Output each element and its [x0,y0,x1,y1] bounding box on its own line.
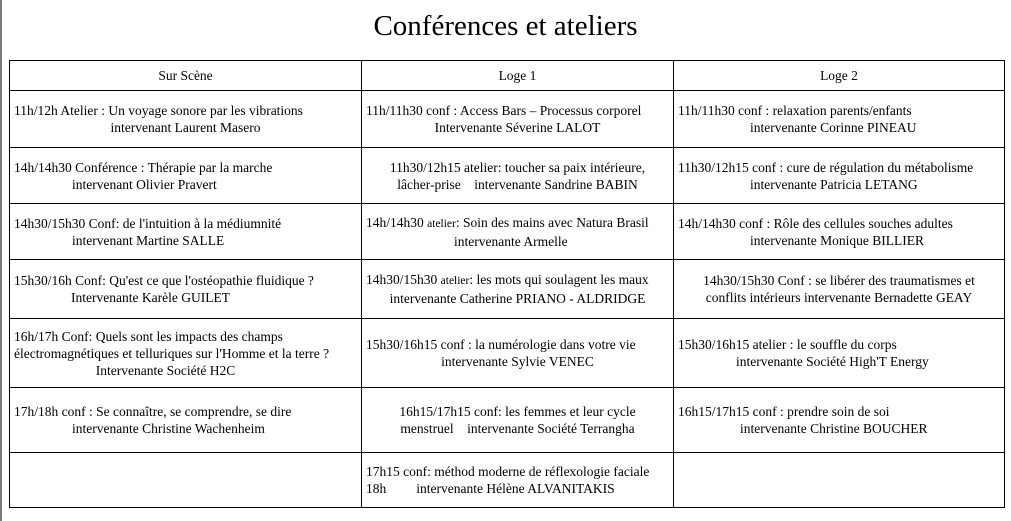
cell-line: électromagnétiques et telluriques sur l'Homme et la terre ? [14,345,330,361]
cell-text: 14h30/15h30 [366,272,441,287]
table-cell-loge-2 [674,388,1005,453]
cell-line: 15h30/16h15 atelier : le souffle du corps [678,337,897,352]
cell-line: 14h30/15h30 Conf : se libérer des traumatismes et [703,273,975,288]
cell-line: 16h/17h Conf: Quels sont les impacts des champs [14,328,283,344]
cell-line: Intervenante Société H2C [95,362,236,378]
schedule-table [9,60,1005,508]
cell-line: intervenant Martine SALLE [72,232,225,248]
cell-line: menstruel intervenante Société Terrangha [400,421,635,436]
cell-text: intervenante Hélène ALVANITAKIS [416,481,615,496]
cell-line: intervenante Monique BILLIER [750,232,924,248]
cell-line: Intervenante Séverine LALOT [434,120,601,135]
cell-line: 14h30/15h30 Conf: de l'intuition à la médiumnité [14,215,282,231]
table-cell-loge-1 [362,204,674,260]
table-cell-sur-scene [10,148,362,204]
table-row [10,319,1005,388]
cell-line: intervenante Sylvie VENEC [441,354,594,369]
cell-line: 11h30/12h15 conf : cure de régulation du métabolisme [678,159,974,175]
table-row [10,260,1005,319]
cell-line: intervenante Armelle [454,233,568,249]
table-row [10,204,1005,260]
table-cell-sur-scene [10,388,362,453]
cell-line: 14h/14h30 Conférence : Thérapie par la marche [14,159,273,175]
table-cell-loge-1 [362,260,674,319]
table-cell-loge-1 [362,453,674,508]
table-header-row [10,61,1005,91]
cell-line: 11h/11h30 conf : Access Bars – Processus corporel [366,103,642,118]
cell-line: 11h/11h30 conf : relaxation parents/enfants [678,103,912,118]
cell-line: 15h30/16h15 conf : la numérologie dans votre vie [366,337,636,352]
table-cell-loge-2-empty [674,453,1005,508]
cell-line: 16h15/17h15 conf : prendre soin de soi [678,404,890,419]
window-edge-line [0,0,2,521]
cell-text: : Soin des mains avec Natura Brasil [455,214,649,230]
table-cell-loge-2 [674,319,1005,388]
cell-line [366,271,669,290]
cell-line: 11h30/12h15 atelier: toucher sa paix intérieure, [389,159,646,175]
cell-line [366,480,669,497]
cell-text: atelier [440,275,470,287]
cell-line: 17h15 conf: méthod moderne de réflexologie faciale [366,464,650,479]
table-row [10,453,1005,508]
cell-line: 14h/14h30 conf : Rôle des cellules souches adultes [678,215,953,231]
table-cell-sur-scene [10,91,362,148]
cell-line: intervenant Olivier Pravert [72,176,217,192]
cell-line: Intervenante Karèle GUILET [71,290,230,305]
cell-line: conflits intérieurs intervenante Bernadette GEAY [705,290,973,305]
cell-line: intervenante Catherine PRIANO - ALDRIDGE [389,291,646,306]
table-cell-sur-scene [10,319,362,388]
table-row [10,148,1005,204]
cell-line [366,214,669,233]
cell-line: intervenante Société High'T Energy [736,354,929,369]
cell-line: intervenant Laurent Masero [110,120,261,135]
cell-line: 11h/12h Atelier : Un voyage sonore par les vibrations [14,103,303,118]
table-row [10,388,1005,453]
cell-line: 15h30/16h Conf: Qu'est ce que l'ostéopathie fluidique ? [14,273,314,288]
column-header-loge-2: Loge 2 [674,61,1005,91]
table-cell-loge-2 [674,91,1005,148]
cell-line: intervenante Patricia LETANG [750,176,918,192]
table-cell-loge-1 [362,319,674,388]
cell-line: lâcher-prise intervenante Sandrine BABIN [397,176,638,192]
table-cell-sur-scene [10,260,362,319]
cell-text: 14h/14h30 [366,214,428,230]
cell-line: 16h15/17h15 conf: les femmes et leur cycle [399,404,636,419]
table-cell-sur-scene-empty [10,453,362,508]
table-cell-loge-2 [674,148,1005,204]
table-row [10,91,1005,148]
cell-text: 18h [366,481,387,496]
cell-text: atelier [427,217,456,230]
table-cell-sur-scene [10,204,362,260]
cell-line: intervenante Christine BOUCHER [740,421,928,436]
cell-line: intervenante Christine Wachenheim [72,421,265,436]
cell-line: intervenante Corinne PINEAU [750,120,917,135]
cell-text: : les mots qui soulagent les maux [469,272,649,287]
table-cell-loge-2 [674,204,1005,260]
table-cell-loge-1 [362,388,674,453]
table-cell-loge-2 [674,260,1005,319]
column-header-sur-scene: Sur Scène [10,61,362,91]
table-cell-loge-1 [362,148,674,204]
page-title: Conférences et ateliers [373,10,638,42]
table-cell-loge-1 [362,91,674,148]
cell-line: 17h/18h conf : Se connaître, se comprendre, se dire [14,404,292,419]
column-header-loge-1: Loge 1 [362,61,674,91]
